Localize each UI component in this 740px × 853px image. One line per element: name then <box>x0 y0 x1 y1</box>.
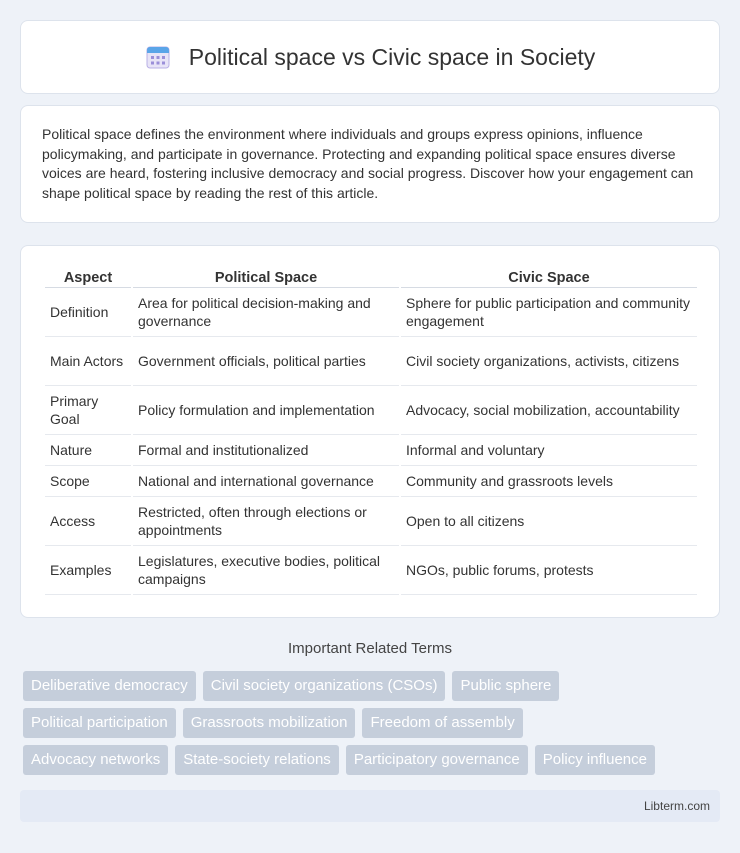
table-row <box>45 466 697 497</box>
aspect-cell: Scope <box>45 466 131 497</box>
comparison-card <box>20 245 720 618</box>
page-title: Political space vs Civic space in Society <box>188 43 596 70</box>
political-cell: National and international governance <box>133 466 399 497</box>
header-political-space: Political Space <box>133 266 399 288</box>
table-row <box>45 386 697 435</box>
table-row <box>45 337 697 386</box>
civic-cell: Advocacy, social mobilization, accountability <box>401 386 697 435</box>
footer <box>20 790 720 822</box>
table-row <box>45 435 697 466</box>
tag-row <box>23 708 723 738</box>
intro-card <box>20 105 720 223</box>
tag-row <box>23 671 723 701</box>
related-term-tag[interactable]: Civil society organizations (CSOs) <box>203 671 446 701</box>
aspect-cell: Definition <box>45 288 131 337</box>
political-cell: Government officials, political parties <box>133 337 399 386</box>
civic-cell: NGOs, public forums, protests <box>401 546 697 595</box>
related-term-tag[interactable]: Public sphere <box>452 671 559 701</box>
related-term-tag[interactable]: Political participation <box>23 708 176 738</box>
tag-row <box>23 745 723 775</box>
table-row <box>45 497 697 546</box>
related-term-tag[interactable]: Deliberative democracy <box>23 671 196 701</box>
civic-cell: Community and grassroots levels <box>401 466 697 497</box>
related-term-tag[interactable]: Policy influence <box>535 745 655 775</box>
calendar-icon <box>145 44 171 70</box>
title-wrap <box>145 44 596 71</box>
related-terms-title: Important Related Terms <box>288 640 452 657</box>
related-term-tag[interactable]: Participatory governance <box>346 745 528 775</box>
political-cell: Legislatures, executive bodies, political campaigns <box>133 546 399 595</box>
header-card <box>20 20 720 94</box>
related-term-tag[interactable]: Freedom of assembly <box>362 708 522 738</box>
aspect-cell: Nature <box>45 435 131 466</box>
civic-cell: Open to all citizens <box>401 497 697 546</box>
header-civic-space: Civic Space <box>401 266 697 288</box>
civic-cell: Civil society organizations, activists, citizens <box>401 337 697 386</box>
aspect-cell: Main Actors <box>45 337 131 386</box>
comparison-table <box>43 266 699 595</box>
table-header-row <box>45 266 697 288</box>
footer-site-link[interactable]: Libterm.com <box>643 799 710 813</box>
related-term-tag[interactable]: Advocacy networks <box>23 745 168 775</box>
political-cell: Policy formulation and implementation <box>133 386 399 435</box>
table-row <box>45 288 697 337</box>
table-row <box>45 546 697 595</box>
civic-cell: Informal and voluntary <box>401 435 697 466</box>
civic-cell: Sphere for public participation and community engagement <box>401 288 697 337</box>
related-terms-list <box>23 671 723 782</box>
aspect-cell: Primary Goal <box>45 386 131 435</box>
political-cell: Area for political decision-making and governance <box>133 288 399 337</box>
related-term-tag[interactable]: State-society relations <box>175 745 339 775</box>
political-cell: Formal and institutionalized <box>133 435 399 466</box>
header-aspect: Aspect <box>45 266 131 288</box>
political-cell: Restricted, often through elections or appointments <box>133 497 399 546</box>
aspect-cell: Access <box>45 497 131 546</box>
aspect-cell: Examples <box>45 546 131 595</box>
intro-paragraph: Political space defines the environment where individuals and groups express opinions, influence policymaking, and participate in governance. Protecting and expanding political space ensures diverse voices are heard, fostering inclusive democracy and social progress. Discover how your engagement can shape political space by reading the rest of this article. <box>42 126 694 201</box>
related-term-tag[interactable]: Grassroots mobilization <box>183 708 356 738</box>
